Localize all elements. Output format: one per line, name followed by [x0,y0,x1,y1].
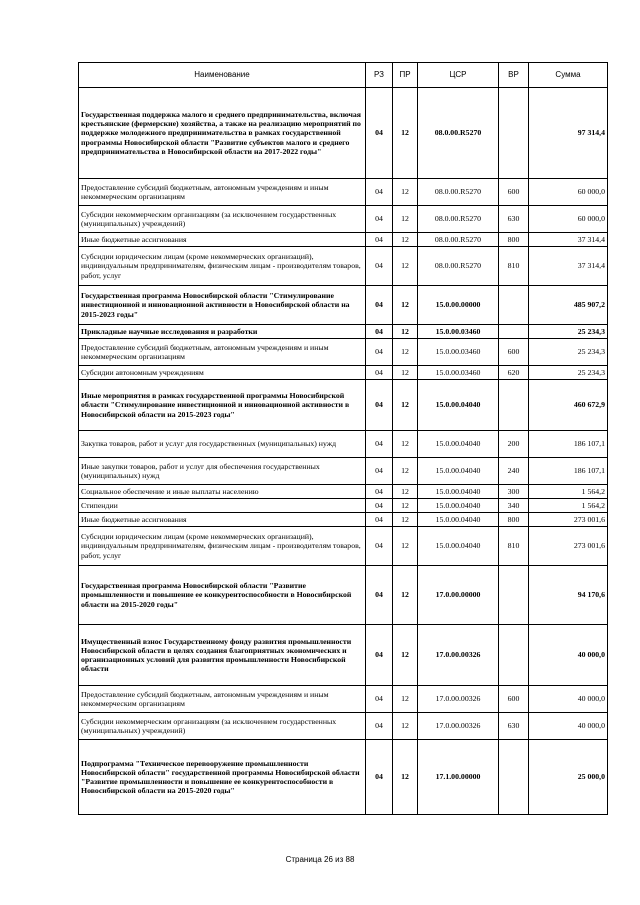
table-row [79,458,608,485]
cell-rz: 04 [366,431,393,458]
cell-pr: 12 [393,179,418,206]
cell-pr: 12 [393,88,418,179]
cell-sum: 1 564,2 [529,499,608,513]
cell-sum: 25 000,0 [529,740,608,815]
table-row [79,325,608,339]
cell-name: Субсидии автономным учреждениям [79,366,366,380]
cell-name: Предоставление субсидий бюджетным, автономным учреждениям и иным некоммерческим организациям [79,179,366,206]
cell-sum: 25 234,3 [529,366,608,380]
cell-csr: 15.0.00.03460 [418,366,499,380]
cell-name: Подпрограмма "Техническое перевооружение промышленности Новосибирской области" государственной программы Новосибирской области "Развитие промышленности и повышение ее конкурентоспособности в Новосибирской области на 2015-2020 годы" [79,740,366,815]
table-row [79,431,608,458]
cell-csr: 15.0.00.04040 [418,431,499,458]
cell-vr: 300 [499,485,529,499]
cell-sum: 1 564,2 [529,485,608,499]
cell-name: Государственная поддержка малого и среднего предпринимательства, включая крестьянские (фермерские) хозяйства, а также на реализацию мероприятий по поддержке молодежного предпринимательства в рамках государственной программы Новосибирской области "Развитие субъектов малого и среднего предпринимательства в Новосибирской области на 2017-2022 годы" [79,88,366,179]
cell-name: Иные закупки товаров, работ и услуг для обеспечения государственных (муниципальных) нужд [79,458,366,485]
cell-vr: 630 [499,206,529,233]
cell-name: Стипендии [79,499,366,513]
cell-rz: 04 [366,713,393,740]
cell-rz: 04 [366,740,393,815]
cell-rz: 04 [366,458,393,485]
cell-rz: 04 [366,179,393,206]
cell-pr: 12 [393,625,418,686]
cell-pr: 12 [393,527,418,566]
cell-name: Государственная программа Новосибирской области "Развитие промышленности и повышение ее конкурентоспособности в Новосибирской области на 2015-2020 годы" [79,566,366,625]
cell-sum: 60 000,0 [529,179,608,206]
cell-pr: 12 [393,325,418,339]
cell-name: Закупка товаров, работ и услуг для государственных (муниципальных) нужд [79,431,366,458]
cell-vr: 600 [499,179,529,206]
cell-name: Предоставление субсидий бюджетным, автономным учреждениям и иным некоммерческим организациям [79,339,366,366]
cell-vr [499,625,529,686]
cell-rz: 04 [366,247,393,286]
cell-pr: 12 [393,499,418,513]
cell-rz: 04 [366,366,393,380]
cell-name: Государственная программа Новосибирской области "Стимулирование инвестиционной и инновационной активности в Новосибирской области на 2015-2023 годы" [79,286,366,325]
cell-rz: 04 [366,625,393,686]
cell-rz: 04 [366,233,393,247]
cell-name: Субсидии некоммерческим организациям (за исключением государственных (муниципальных) учреждений) [79,206,366,233]
cell-csr: 15.0.00.04040 [418,513,499,527]
cell-vr [499,380,529,431]
table-row [79,179,608,206]
cell-name: Субсидии некоммерческим организациям (за исключением государственных (муниципальных) учреждений) [79,713,366,740]
cell-sum: 40 000,0 [529,686,608,713]
cell-vr [499,740,529,815]
cell-csr: 17.0.00.00326 [418,713,499,740]
cell-pr: 12 [393,740,418,815]
cell-sum: 37 314,4 [529,233,608,247]
cell-sum: 60 000,0 [529,206,608,233]
cell-vr: 800 [499,513,529,527]
cell-vr: 620 [499,366,529,380]
cell-pr: 12 [393,513,418,527]
cell-csr: 17.0.00.00326 [418,686,499,713]
cell-vr: 340 [499,499,529,513]
cell-pr: 12 [393,366,418,380]
cell-pr: 12 [393,206,418,233]
cell-vr: 810 [499,527,529,566]
cell-vr: 200 [499,431,529,458]
cell-rz: 04 [366,485,393,499]
cell-vr: 800 [499,233,529,247]
table-row [79,366,608,380]
cell-pr: 12 [393,247,418,286]
cell-csr: 15.0.00.04040 [418,485,499,499]
cell-csr: 15.0.00.03460 [418,325,499,339]
cell-pr: 12 [393,458,418,485]
cell-pr: 12 [393,431,418,458]
cell-name: Прикладные научные исследования и разработки [79,325,366,339]
header-pr: ПР [393,63,418,88]
cell-pr: 12 [393,713,418,740]
table-row [79,485,608,499]
table-row [79,713,608,740]
cell-csr: 08.0.00.R5270 [418,206,499,233]
cell-sum: 40 000,0 [529,625,608,686]
cell-sum: 485 907,2 [529,286,608,325]
cell-vr [499,325,529,339]
cell-csr: 15.0.00.04040 [418,527,499,566]
cell-rz: 04 [366,513,393,527]
cell-rz: 04 [366,499,393,513]
cell-pr: 12 [393,233,418,247]
header-csr: ЦСР [418,63,499,88]
table-row [79,88,608,179]
table-row [79,233,608,247]
cell-rz: 04 [366,566,393,625]
table-row [79,740,608,815]
cell-rz: 04 [366,206,393,233]
cell-csr: 08.0.00.R5270 [418,233,499,247]
cell-csr: 15.0.00.03460 [418,339,499,366]
cell-csr: 15.0.00.00000 [418,286,499,325]
cell-sum: 25 234,3 [529,339,608,366]
table-row [79,513,608,527]
cell-name: Субсидии юридическим лицам (кроме некоммерческих организаций), индивидуальным предпринимателям, физическим лицам - производителям товаров, работ, услуг [79,247,366,286]
cell-vr [499,566,529,625]
table-row [79,339,608,366]
cell-vr: 600 [499,686,529,713]
cell-name: Социальное обеспечение и иные выплаты населению [79,485,366,499]
cell-name: Иные бюджетные ассигнования [79,233,366,247]
table-row [79,499,608,513]
cell-vr: 240 [499,458,529,485]
cell-sum: 25 234,3 [529,325,608,339]
cell-pr: 12 [393,485,418,499]
table-row [79,286,608,325]
cell-csr: 17.0.00.00326 [418,625,499,686]
cell-csr: 17.0.00.00000 [418,566,499,625]
cell-sum: 273 001,6 [529,527,608,566]
header-name: Наименование [79,63,366,88]
cell-vr [499,88,529,179]
table-row [79,625,608,686]
cell-csr: 15.0.00.04040 [418,458,499,485]
cell-name: Предоставление субсидий бюджетным, автономным учреждениям и иным некоммерческим организациям [79,686,366,713]
table-row [79,527,608,566]
cell-rz: 04 [366,686,393,713]
cell-pr: 12 [393,686,418,713]
cell-csr: 08.0.00.R5270 [418,88,499,179]
table-row [79,206,608,233]
header-vr: ВР [499,63,529,88]
cell-pr: 12 [393,339,418,366]
cell-csr: 08.0.00.R5270 [418,247,499,286]
cell-csr: 15.0.00.04040 [418,380,499,431]
table-row [79,566,608,625]
table-header-row [79,63,608,88]
cell-rz: 04 [366,286,393,325]
cell-sum: 186 107,1 [529,431,608,458]
cell-rz: 04 [366,527,393,566]
cell-sum: 460 672,9 [529,380,608,431]
cell-name: Субсидии юридическим лицам (кроме некоммерческих организаций), индивидуальным предпринимателям, физическим лицам - производителям товаров, работ, услуг [79,527,366,566]
cell-name: Имущественный взнос Государственному фонду развития промышленности Новосибирской области в целях создания благоприятных экономических и организационных условий для развития промышленности Новосибирской области [79,625,366,686]
header-rz: РЗ [366,63,393,88]
cell-name: Иные бюджетные ассигнования [79,513,366,527]
cell-rz: 04 [366,339,393,366]
cell-rz: 04 [366,380,393,431]
table-row [79,380,608,431]
cell-rz: 04 [366,325,393,339]
cell-name: Иные мероприятия в рамках государственной программы Новосибирской области "Стимулирование инвестиционной и инновационной активности в Новосибирской области на 2015-2023 годы" [79,380,366,431]
cell-sum: 94 170,6 [529,566,608,625]
table-row [79,686,608,713]
cell-sum: 40 000,0 [529,713,608,740]
page-footer: Страница 26 из 88 [285,855,355,864]
cell-vr: 810 [499,247,529,286]
cell-rz: 04 [366,88,393,179]
cell-sum: 273 001,6 [529,513,608,527]
cell-vr: 630 [499,713,529,740]
budget-table [78,62,608,815]
cell-pr: 12 [393,566,418,625]
cell-sum: 97 314,4 [529,88,608,179]
cell-vr: 600 [499,339,529,366]
cell-csr: 17.1.00.00000 [418,740,499,815]
cell-pr: 12 [393,380,418,431]
cell-vr [499,286,529,325]
cell-pr: 12 [393,286,418,325]
cell-sum: 186 107,1 [529,458,608,485]
table-row [79,247,608,286]
header-sum: Сумма [529,63,608,88]
cell-csr: 15.0.00.04040 [418,499,499,513]
cell-sum: 37 314,4 [529,247,608,286]
cell-csr: 08.0.00.R5270 [418,179,499,206]
